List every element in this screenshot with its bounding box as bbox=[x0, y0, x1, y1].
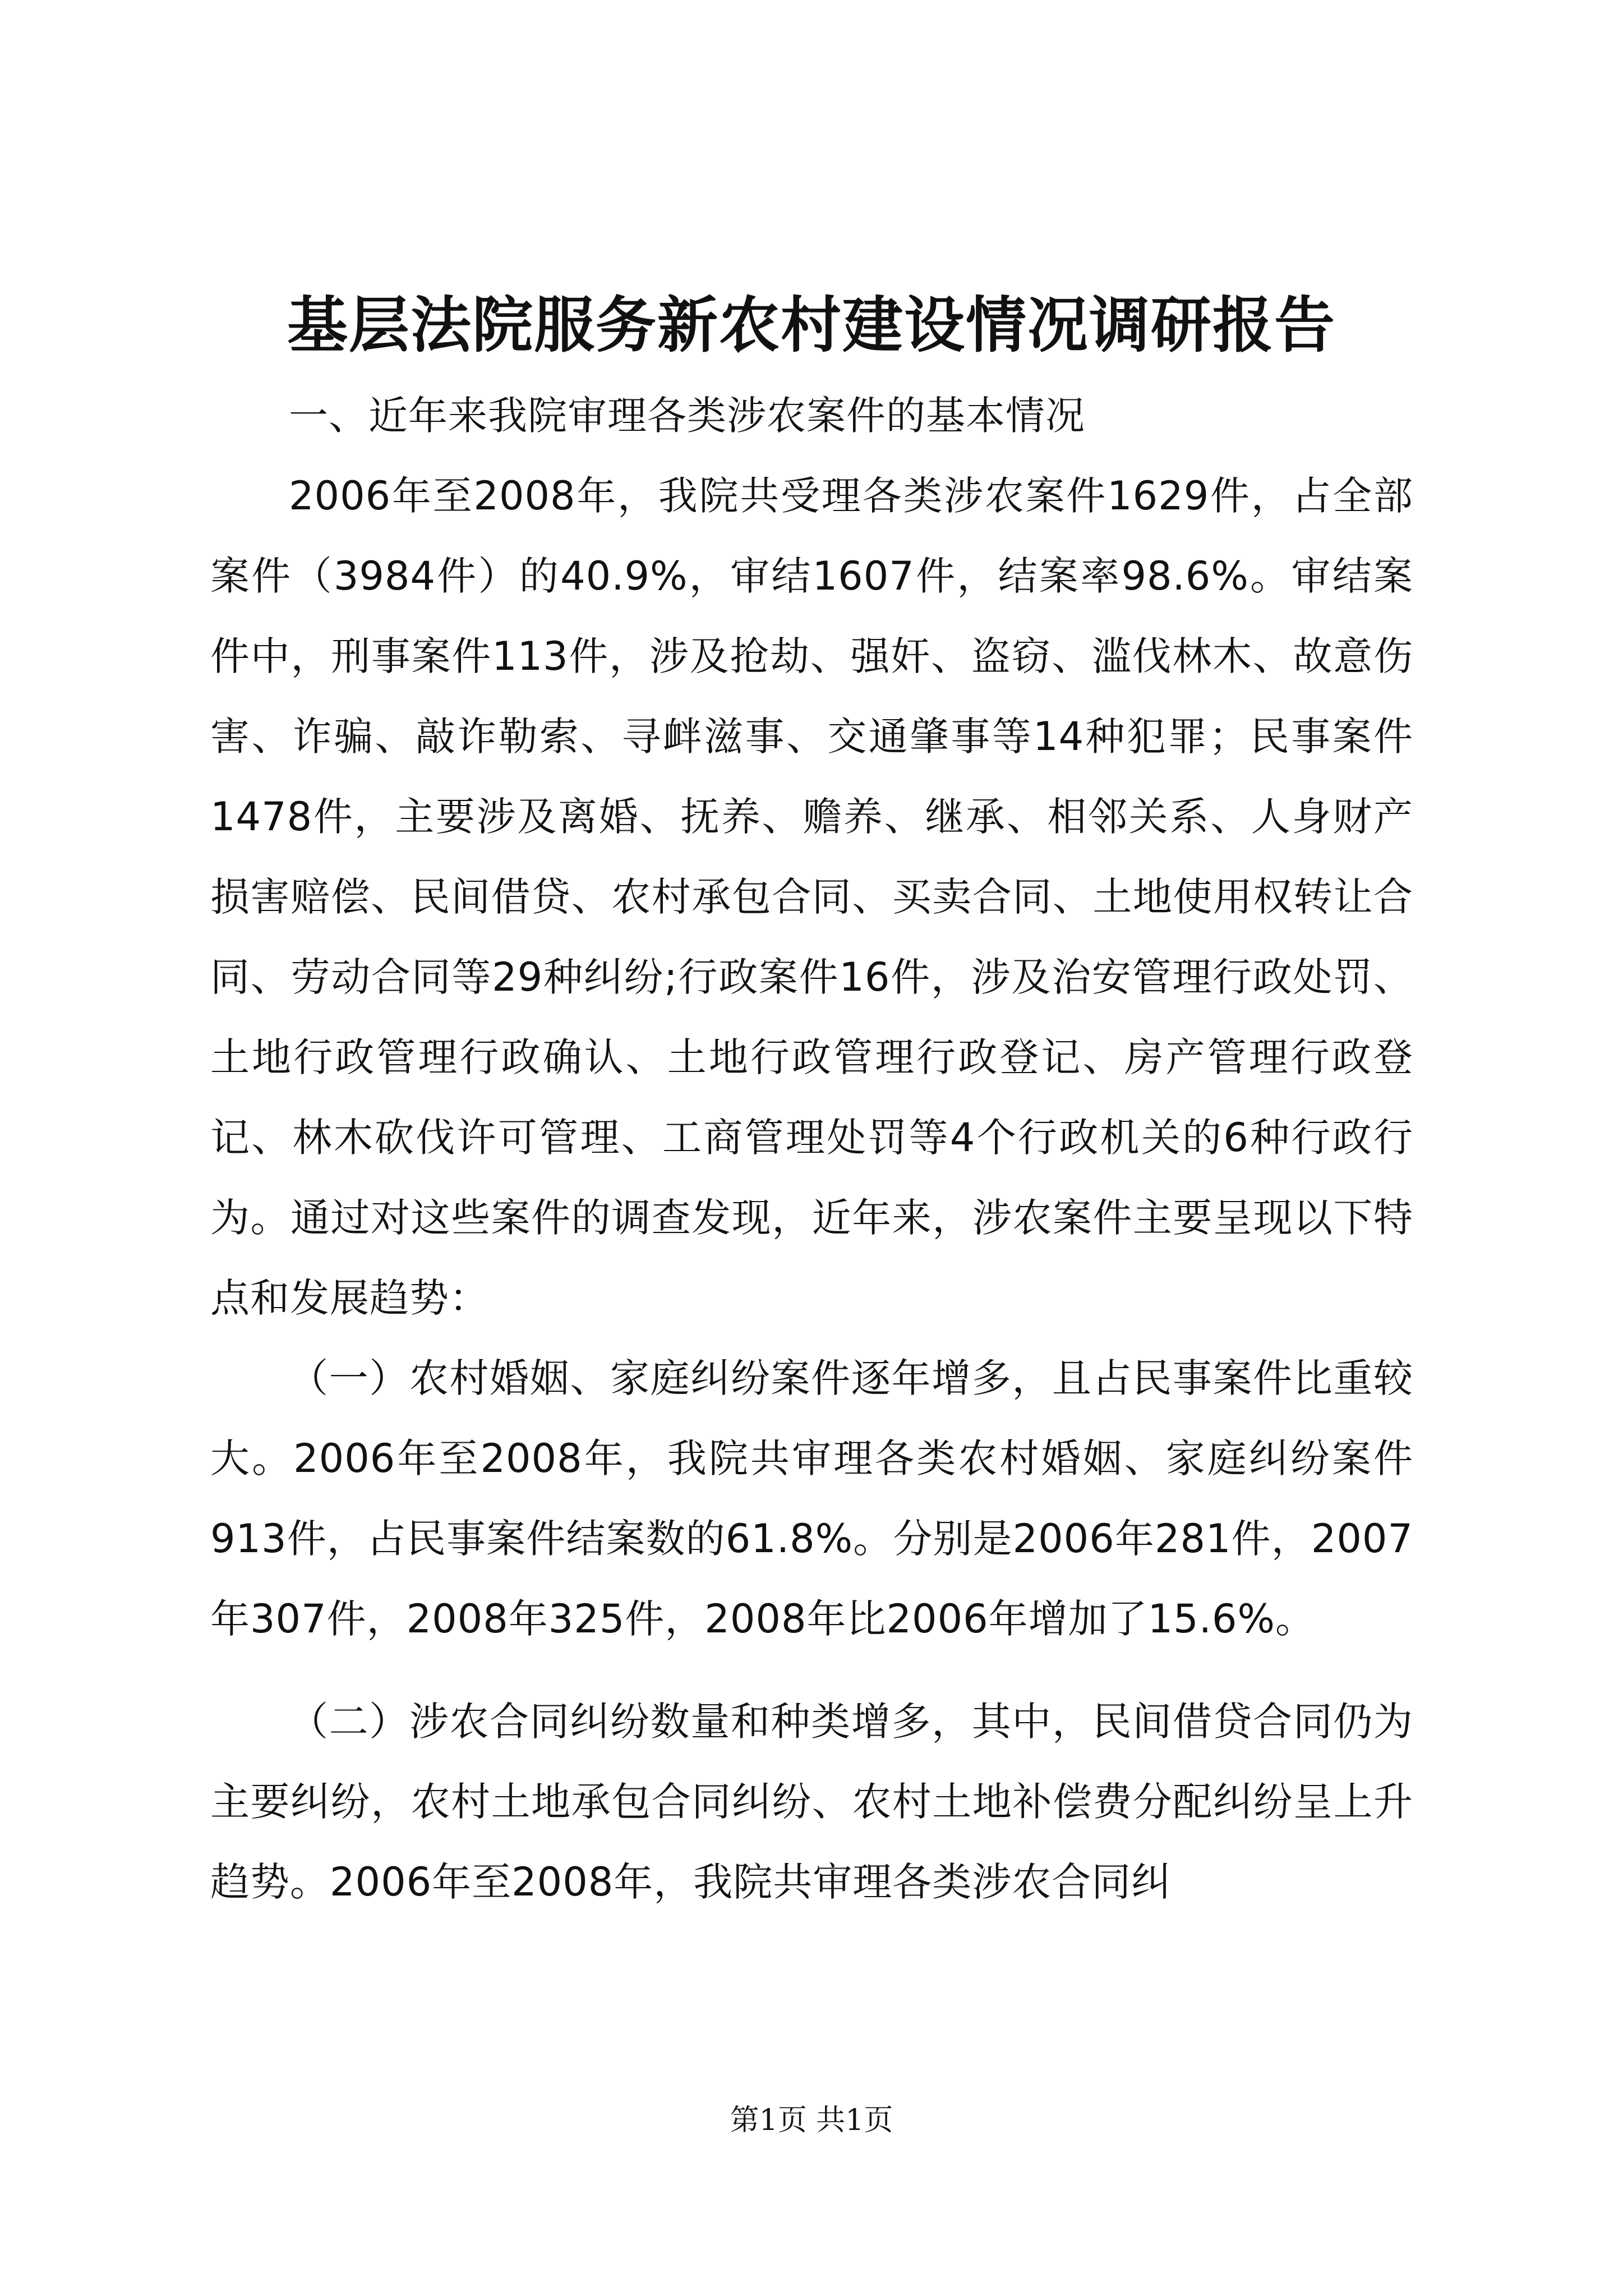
page-footer: 第1页 共1页 bbox=[730, 2104, 893, 2137]
body-paragraph: 2006年至2008年，我院共受理各类涉农案件1629件，占全部案件（3984件）的40.9%，审结1607件，结案率98.6%。审结案件中，刑事案件113件，涉及抢劫、强奸、盗窃、滥伐林木、故意伤害、诈骗、敲诈勒索、寻衅滋事、交通肇事等14种犯罪；民事案件1478件，主要涉及离婚、抚养、赡养、继承、相邻关系、人身财产损害赔偿、民间借贷、农村承包合同、买卖合同、土地使用权转让合同、劳动合同等29种纠纷;行政案件16件，涉及治安管理行政处罚、土地行政管理行政确认、土地行政管理行政登记、房产管理行政登记、林木砍伐许可管理、工商管理处罚等4个行政机关的6种行政行为。通过对这些案件的调查发现，近年来，涉农案件主要呈现以下特点和发展趋势： bbox=[210, 473, 1413, 1321]
body-paragraph: （一）农村婚姻、家庭纠纷案件逐年增多，且占民事案件比重较大。2006年至2008年，我院共审理各类农村婚姻、家庭纠纷案件913件，占民事案件结案数的61.8%。分别是2006年281件，2007年307件，2008年325件，2008年比2006年增加了15.6%。 bbox=[210, 1355, 1413, 1642]
section-heading: 一、近年来我院审理各类涉农案件的基本情况 bbox=[289, 393, 1085, 439]
body-paragraph: （二）涉农合同纠纷数量和种类增多，其中，民间借贷合同仍为主要纠纷，农村土地承包合同纠纷、农村土地补偿费分配纠纷呈上升趋势。2006年至2008年，我院共审理各类涉农合同纠 bbox=[210, 1699, 1413, 1905]
document-body bbox=[210, 376, 1413, 1922]
document-title: 基层法院服务新农村建设情况调研报告 bbox=[287, 290, 1336, 361]
